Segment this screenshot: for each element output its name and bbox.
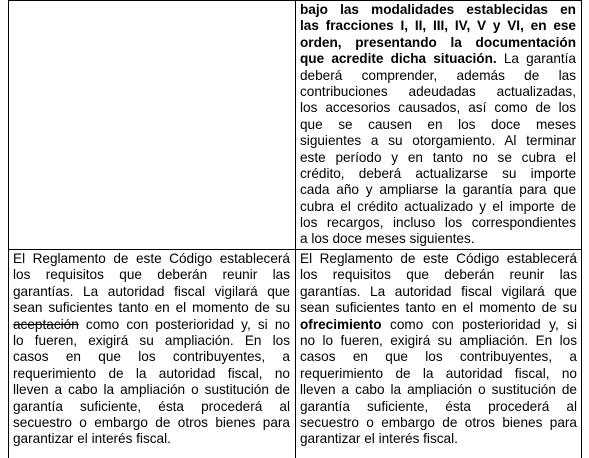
text-line (300, 399, 577, 415)
text-line (13, 382, 290, 398)
text-line (300, 415, 577, 431)
text-line (13, 251, 290, 267)
text-segment: crédito, deberá actualizarse su importe (300, 165, 576, 181)
cell-bottom-left (13, 251, 290, 448)
text-segment: cubra el crédito actualizado y el importe de (300, 198, 576, 214)
text-line (300, 35, 576, 51)
cell-top-left (9, 1, 295, 249)
bold-text: las fracciones I, II, III, IV, V y VI, en ese (300, 18, 576, 34)
text-line (300, 231, 576, 247)
text-line (13, 366, 290, 382)
column-divider (295, 0, 296, 458)
text-line (13, 317, 290, 333)
bold-text: ofrecimiento (300, 316, 382, 332)
text-line (13, 300, 290, 316)
strikethrough-text: aceptación (13, 316, 79, 332)
text-line (300, 267, 577, 283)
text-segment: casos en que los contribuyentes, a (300, 349, 577, 365)
text-line (300, 166, 576, 182)
text-line (300, 366, 577, 382)
text-line (300, 382, 577, 398)
bold-text: que acredite dicha situación. (300, 51, 497, 67)
text-line (300, 68, 576, 84)
text-segment: sean suficientes tanto en el momento de su (300, 300, 577, 316)
text-line (13, 349, 290, 365)
cell-top-right (300, 2, 576, 248)
text-segment: no lo fueren, exigirá su ampliación. En los (300, 332, 577, 348)
text-segment: como con posterioridad y, si no (78, 316, 290, 332)
text-line (300, 182, 576, 198)
text-segment: secuestro o embargo de otros bienes para (300, 414, 577, 430)
text-line (300, 133, 576, 149)
text-line (300, 300, 577, 316)
text-segment: El Reglamento de este Código establecerá (300, 251, 577, 266)
text-segment: que se causen en los doce meses (300, 116, 576, 132)
text-line (13, 267, 290, 283)
text-segment: requerimiento de la autoridad fiscal, no (300, 365, 577, 381)
text-segment: los accesorios causados, así como de los (300, 100, 576, 116)
text-line (300, 333, 577, 349)
text-segment: deberá comprender, además de las (300, 67, 576, 83)
text-segment: los requisitos que deberán reunir las (13, 267, 290, 283)
text-segment: lleven a cabo la ampliación o sustitución de (300, 382, 577, 398)
text-line (13, 284, 290, 300)
text-segment: secuestro o embargo de otros bienes para (13, 414, 290, 430)
text-line (300, 84, 576, 100)
comparison-table (8, 0, 582, 458)
text-segment: garantía suficiente, ésta procederá al (13, 398, 290, 414)
text-line (300, 431, 577, 447)
cell-bottom-right (300, 251, 577, 448)
text-segment: lleven a cabo la ampliación o sustitución de (13, 382, 290, 398)
text-line (13, 399, 290, 415)
text-segment: La garantía (496, 51, 576, 67)
text-segment: los recargos, incluso los correspondientes (300, 215, 576, 231)
text-line (300, 317, 577, 333)
text-line (300, 215, 576, 231)
text-line (300, 199, 576, 215)
text-segment: garantías. La autoridad fiscal vigilará que (300, 283, 577, 299)
text-line (300, 284, 577, 300)
text-segment: este período y en tanto no se cubra el (300, 149, 576, 165)
text-segment: como con posterioridad y, si (381, 316, 577, 332)
text-line (300, 51, 576, 67)
text-segment: garantizar el interés fiscal. (300, 431, 458, 447)
text-segment: garantías. La autoridad fiscal vigilará que (13, 283, 290, 299)
text-segment: a los doce meses siguientes. (300, 231, 475, 247)
text-line (300, 2, 576, 18)
text-segment: lo fueren, exigirá su ampliación. En los (13, 332, 290, 348)
text-segment: contribuciones adeudadas actualizadas, (300, 83, 576, 99)
text-segment: los requisitos que deberán reunir las (300, 267, 577, 283)
text-segment: sean suficientes tanto en el momento de su (13, 300, 290, 316)
text-segment: requerimiento de la autoridad fiscal, no (13, 365, 290, 381)
text-line (300, 150, 576, 166)
text-line (300, 100, 576, 116)
text-segment: casos en que los contribuyentes, a (13, 349, 290, 365)
bold-text: bajo las modalidades establecidas en (300, 2, 576, 17)
text-line (300, 18, 576, 34)
text-line (300, 117, 576, 133)
bold-text: orden, presentando la documentación (300, 34, 576, 50)
table-right-border (581, 0, 582, 458)
text-line (300, 349, 577, 365)
text-line (13, 415, 290, 431)
text-line (300, 251, 577, 267)
text-segment: garantía suficiente, ésta procederá al (300, 398, 577, 414)
text-segment: El Reglamento de este Código establecerá (13, 251, 290, 266)
text-segment: garantizar el interés fiscal. (13, 431, 171, 447)
text-segment: siguientes a su otorgamiento. Al terminar (300, 133, 576, 149)
text-line (13, 431, 290, 447)
text-segment: cada año y ampliarse la garantía para que (300, 182, 576, 198)
text-line (13, 333, 290, 349)
